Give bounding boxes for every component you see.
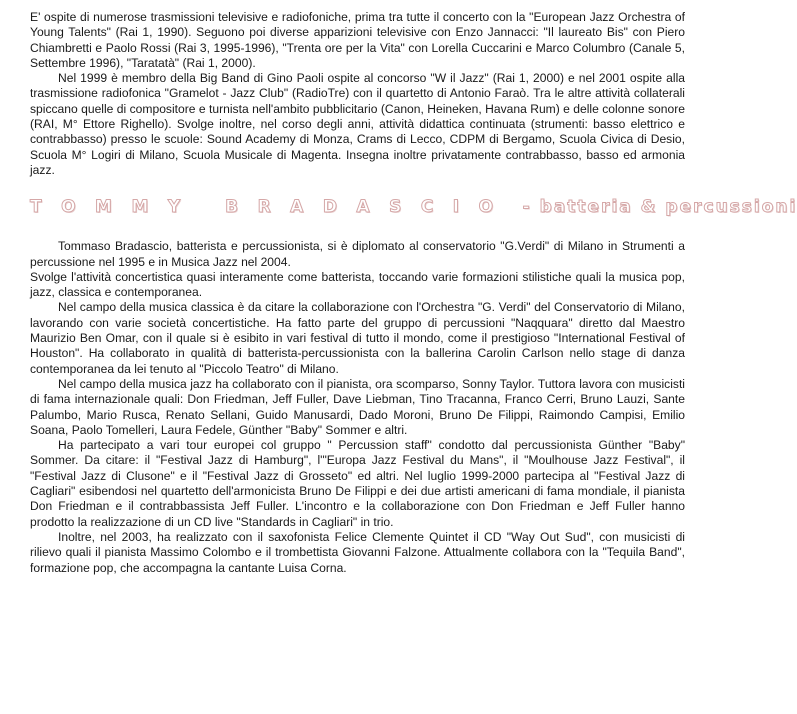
paragraph-education: Tommaso Bradascio, batterista e percussionista, si è diplomato al conservatorio "G.Verdi" di Milano in Strumenti a percussione nel 1995 e in Musica Jazz nel 2004. — [30, 239, 685, 269]
paragraph-big-band: Nel 1999 è membro della Big Band di Gino Paoli ospite al concorso "W il Jazz" (Rai 1, 2000) e nel 2001 ospite alla trasmissione radiofonica "Gramelot - Jazz Club" (RadioTre) con il quartetto di Antonio Faraò. Tra le altre attività collaterali spiccano quelle di compositore e turnista nell'ambito pubblicitario (Canon, Heineken, Havana Rum) e delle colonne sonore (RAI, M° Ettore Righello). Svolge inoltre, nel corso degli anni, attività didattica continuata (strumenti: basso elettrico e contrabbasso) presso le scuole: Sound Academy di Monza, Crams di Lecco, CDPM di Bergamo, Scuola Civica di Desio, Scuola M° Logiri di Milano, Scuola Musicale di Magenta. Insegna inoltre privatamente contrabbasso, basso ed armonia jazz. — [30, 71, 685, 177]
paragraph-tv-radio: E' ospite di numerose trasmissioni televisive e radiofoniche, prima tra tutte il concerto con la "European Jazz Orchestra of Young Talents" (Rai 1, 1990). Seguono poi diverse apparizioni televisive con Enzo Jannacci: "Il laureato Bis" con Piero Chiambretti e Paolo Rossi (Rai 3, 1995-1996), "Trenta ore per la Vita" con Lorella Cuccarini e Marco Columbro (Canale 5, Settembre 1996), "Taratatà" (Rai 1, 2000). — [30, 10, 685, 70]
document-page — [30, 10, 797, 576]
bio-section-previous — [30, 10, 685, 178]
paragraph-tours: Ha partecipato a vari tour europei col gruppo " Percussion staff" condotto dal percussionista Günther "Baby" Sommer. Da citare: il "Festival Jazz di Hamburg", l'"Europa Jazz Festival du Mans", il "Moulhouse Jazz Festival", il "Festival Jazz di Clusone" e il "Festival Jazz di Grosseto" ed altri. Nel luglio 1999-2000 partecipa al "Festival Jazz di Cagliari" esibendosi nel quartetto dell'armonicista Bruno De Filippi e dei due artisti americani di fama mondiale, il pianista Don Friedman e il contrabbassista Jeff Fuller. L'incontro e la collaborazione con Don Friedman e Jeff Fuller hanno prodotto la realizzazione di un CD live "Standards in Cagliari" in trio. — [30, 438, 685, 529]
paragraph-classical: Nel campo della musica classica è da citare la collaborazione con l'Orchestra "G. Verdi" del Conservatorio di Milano, lavorando con varie società concertistiche. Ha fatto parte del gruppo di percussioni "Naqquara" diretto dal Maestro Maurizio Ben Omar, con il quale si è esibito in vari festival di tutto il mondo, come il prestigioso "International Festival of Houston". Ha collaborato in qualità di batterista-percussionista con la ballerina Carolin Carlson nello stage di danza contemporanea da lei tenuto al "Piccolo Teatro" di Milano. — [30, 300, 685, 376]
musician-name: TOMMY BRADASCIO — [30, 197, 513, 218]
heading-separator: - — [522, 197, 530, 218]
musician-role: batteria & percussioni — [539, 197, 797, 218]
paragraph-activity: Svolge l'attività concertistica quasi interamente come batterista, toccando varie formazioni stilistiche quali la musica pop, jazz, classica e contemporanea. — [30, 269, 685, 300]
paragraph-jazz: Nel campo della musica jazz ha collaborato con il pianista, ora scomparso, Sonny Taylor. Tuttora lavora con musicisti di fama internazionale quali: Don Friedman, Jeff Fuller, Dave Liebman, Tino Tracanna, Franco Cerri, Bruno Lauzi, Sante Palumbo, Mario Rusca, Renato Sellani, Guido Manusardi, Dado Moroni, Bruno De Filippi, Raimondo Campisi, Emilio Soana, Paolo Tomelleri, Laura Fedele, Günther "Baby" Sommer e altri. — [30, 376, 685, 437]
bio-section-bradascio — [30, 239, 685, 576]
musician-heading — [30, 197, 797, 218]
paragraph-recent: Inoltre, nel 2003, ha realizzato con il saxofonista Felice Clemente Quintet il CD "Way Out Sud", con musicisti di rilievo quali il pianista Massimo Colombo e il trombettista Giovanni Falzone. Attualmente collabora con la "Tequila Band", formazione pop, che accompagna la cantante Luisa Corna. — [30, 529, 685, 575]
